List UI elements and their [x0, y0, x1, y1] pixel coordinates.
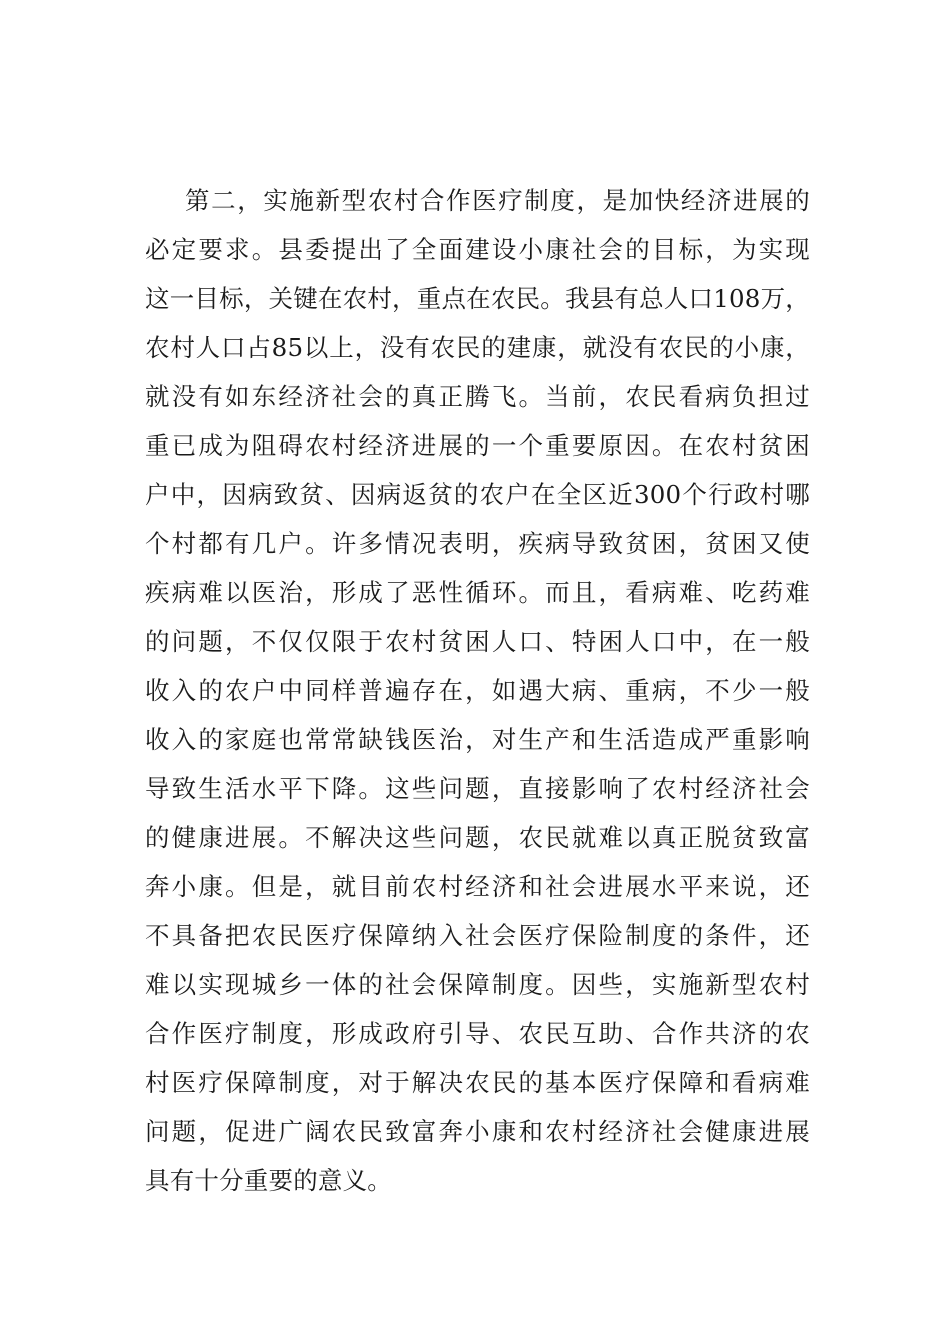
body-paragraph	[145, 176, 810, 1205]
paragraph-line: 的问题，不仅仅限于农村贫困人口、特困人口中，在一般	[145, 627, 810, 656]
paragraph-line: 难以实现城乡一体的社会保障制度。因些，实施新型农村	[145, 970, 810, 999]
paragraph-line: 这一目标，关键在农村，重点在农民。我县有总人口108万，	[145, 284, 810, 313]
paragraph-line: 问题，促进广阔农民致富奔小康和农村经济社会健康进展	[145, 1117, 810, 1146]
paragraph-line: 户中，因病致贫、因病返贫的农户在全区近300个行政村哪	[145, 480, 810, 509]
paragraph-line: 必定要求。县委提出了全面建设小康社会的目标，为实现	[145, 235, 810, 264]
paragraph-line: 合作医疗制度，形成政府引导、农民互助、合作共济的农	[145, 1019, 810, 1048]
paragraph-line: 的健康进展。不解决这些问题，农民就难以真正脱贫致富	[145, 823, 810, 852]
paragraph-line: 第二，实施新型农村合作医疗制度，是加快经济进展的	[185, 186, 810, 215]
paragraph-line: 不具备把农民医疗保障纳入社会医疗保险制度的条件，还	[145, 921, 810, 950]
paragraph-line: 具有十分重要的意义。	[145, 1166, 392, 1195]
paragraph-line: 农村人口占85以上，没有农民的建康，就没有农民的小康，	[145, 333, 810, 362]
paragraph-line: 收入的农户中同样普遍存在，如遇大病、重病，不少一般	[145, 676, 810, 705]
paragraph-line: 村医疗保障制度，对于解决农民的基本医疗保障和看病难	[145, 1068, 810, 1097]
paragraph-line: 收入的家庭也常常缺钱医治，对生产和生活造成严重影响	[145, 725, 810, 754]
paragraph-line: 导致生活水平下降。这些问题，直接影响了农村经济社会	[145, 774, 810, 803]
paragraph-line: 就没有如东经济社会的真正腾飞。当前，农民看病负担过	[145, 382, 810, 411]
paragraph-line: 重已成为阻碍农村经济进展的一个重要原因。在农村贫困	[145, 431, 810, 460]
paragraph-line: 个村都有几户。许多情况表明，疾病导致贫困，贫困又使	[145, 529, 810, 558]
paragraph-line: 疾病难以医治，形成了恶性循环。而且，看病难、吃药难	[145, 578, 810, 607]
paragraph-line: 奔小康。但是，就目前农村经济和社会进展水平来说，还	[145, 872, 810, 901]
